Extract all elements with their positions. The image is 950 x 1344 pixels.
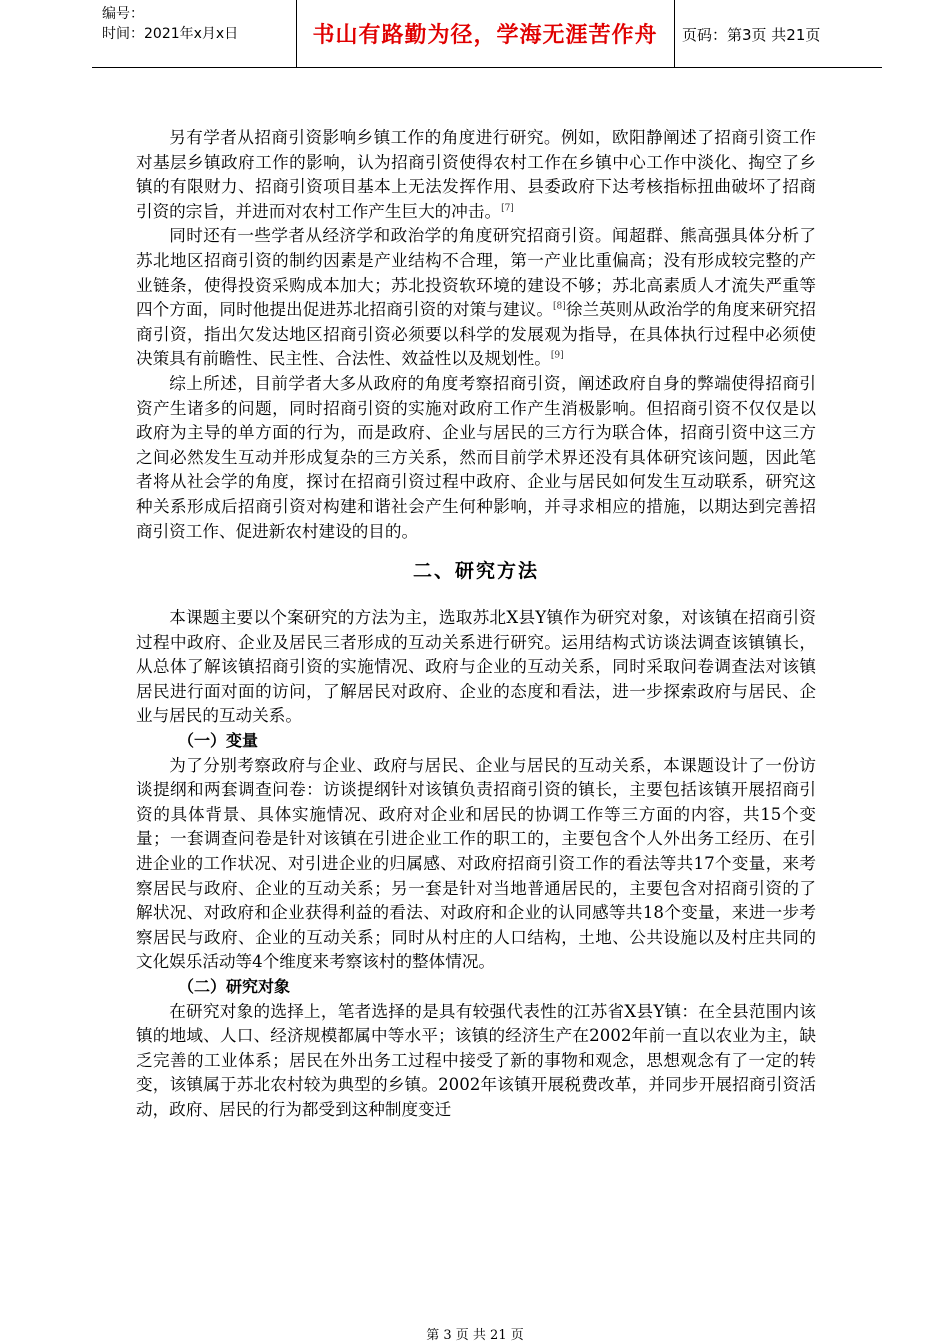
citation-ref: [7] [501, 203, 514, 214]
header-motto: 书山有路勤为径，学海无涯苦作舟 [312, 23, 658, 48]
paragraph-subjects: 在研究对象的选择上，笔者选择的是具有较强代表性的江苏省X县Y镇：在全县范围内该镇的地域、人口、经济规模都属中等水平；该镇的经济生产在2002年前一直以农业为主，缺乏完善的工业体系；居民在外出务工过程中接受了新的事物和观念，思想观念有了一定的转变，该镇属于苏北农村较为典型的乡镇。2002年该镇开展税费改革，并同步开展招商引资活动，政府、居民的行为都受到这种制度变迁 [136, 1001, 816, 1119]
header-page-info: 页码：第3页 共21页 [682, 26, 821, 44]
page-header [92, 0, 882, 68]
header-rule [92, 67, 882, 68]
paragraph-text: 徐兰英则从政治学的角度来研究招商引资，指出欠发达地区招商引资必须要以科学的发展观为指导，在具体执行过程中必须使决策具有前瞻性、民主性、合法性、效益性以及规划性。 [136, 300, 816, 369]
section-title-methods: 二、研究方法 [412, 560, 539, 583]
paragraph-summary: 综上所述，目前学者大多从政府的角度考察招商引资，阐述政府自身的弊端使得招商引资产生诸多的问题，同时招商引资的实施对政府工作产生消极影响。但招商引资不仅仅是以政府为主导的单方面的行为，而是政府、企业与居民的三方行为联合体，招商引资中这三方之间必然发生互动并形成复杂的三方关系，然而目前学术界还没有具体研究该问题，因此笔者将从社会学的角度，探讨在招商引资过程中政府、企业与居民如何发生互动联系，研究这种关系形成后招商引资对构建和谐社会产生何种影响，并寻求相应的措施，以期达到完善招商引资工作、促进新农村建设的目的。 [136, 373, 816, 541]
paragraph-text: 另有学者从招商引资影响乡镇工作的角度进行研究。例如，欧阳静阐述了招商引资工作对基层乡镇政府工作的影响，认为招商引资使得农村工作在乡镇中心工作中淡化、掏空了乡镇的有限财力、招商引资项目基本上无法发挥作用、县委政府下达考核指标扭曲破坏了招商引资的宗旨，并进而对农村工作产生巨大的冲击。 [136, 128, 816, 221]
paragraph-methods-intro: 本课题主要以个案研究的方法为主，选取苏北X县Y镇作为研究对象，对该镇在招商引资过程中政府、企业及居民三者形成的互动关系进行研究。运用结构式访谈法调查该镇镇长，从总体了解该镇招商引资的实施情况、政府与企业的互动关系，同时采取问卷调查法对该镇居民进行面对面的访问，了解居民对政府、企业的态度和看法，进一步探索政府与居民、企业与居民的互动关系。 [136, 608, 816, 726]
paragraph-variables: 为了分别考察政府与企业、政府与居民、企业与居民的互动关系，本课题设计了一份访谈提纲和两套调查问卷：访谈提纲针对该镇负责招商引资的镇长，主要包括该镇开展招商引资的具体背景、具体实施情况、政府对企业和居民的协调工作等三方面的内容，共15个变量；一套调查问卷是针对该镇在引进企业工作的职工的，主要包含个人外出务工经历、在引进企业的工作状况、对引进企业的归属感、对政府招商引资工作的看法等共17个变量，来考察居民与政府、企业的互动关系；另一套是针对当地普通居民的，主要包含对招商引资的了解状况、对政府和企业获得利益的看法、对政府和企业的认同感等共18个变量，来进一步考察居民与政府、企业的互动关系；同时从村庄的人口结构，土地、公共设施以及村庄共同的文化娱乐活动等4个维度来考察该村的整体情况。 [136, 755, 816, 972]
citation-ref: [8] [553, 301, 566, 312]
citation-ref: [9] [550, 350, 564, 361]
paragraph-text: 同时还有一些学者从经济学和政治学的角度研究招商引资。闻超群、熊高强具体分析了苏北地区招商引资的制约因素是产业结构不合理，第一产业比重偏高；没有形成较完整的产业链条，使得投资采购成本加大；苏北投资软环境的建设不够；苏北高素质人才流失严重等四个方面，同时他提出促进苏北招商引资的对策与建议。 [136, 226, 816, 320]
paragraph-literature-township [136, 126, 816, 224]
header-meta [102, 4, 302, 44]
document-body [136, 126, 816, 1123]
header-time-label: 时间：2021年x月x日 [102, 26, 239, 42]
subsection-title-variables: （一）变量 [178, 731, 259, 751]
page-footer: 第 3 页 共 21 页 [426, 1328, 524, 1343]
paragraph-literature-economics [136, 224, 816, 372]
header-code-label: 编号： [102, 6, 144, 22]
subsection-title-subjects: （二）研究对象 [178, 977, 291, 996]
header-divider-right [674, 0, 675, 68]
